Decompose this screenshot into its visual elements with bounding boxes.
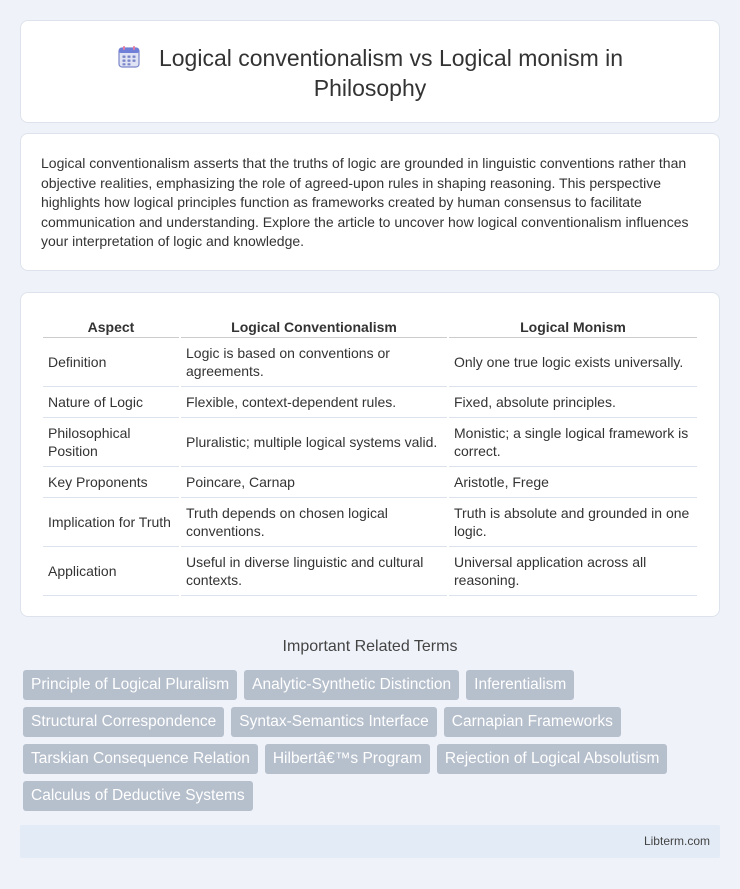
related-terms-title: Important Related Terms: [282, 638, 458, 655]
related-term-tag[interactable]: Syntax-Semantics Interface: [231, 707, 437, 737]
table-cell: Flexible, context-dependent rules.: [181, 387, 447, 418]
table-cell: Key Proponents: [43, 467, 179, 498]
table-cell: Application: [43, 547, 179, 596]
table-cell: Useful in diverse linguistic and cultural contexts.: [181, 547, 447, 596]
table-row: [43, 498, 697, 547]
table-row: [43, 338, 697, 387]
related-term-tag[interactable]: Analytic-Synthetic Distinction: [244, 670, 459, 700]
page-title: [61, 43, 679, 103]
table-cell: Philosophical Position: [43, 418, 179, 467]
table-cell: Aristotle, Frege: [449, 467, 697, 498]
header-monism: Logical Monism: [449, 316, 697, 338]
table-cell: Monistic; a single logical framework is correct.: [449, 418, 697, 467]
table-cell: Definition: [43, 338, 179, 387]
related-term-tag[interactable]: Calculus of Deductive Systems: [23, 781, 253, 811]
table-cell: Only one true logic exists universally.: [449, 338, 697, 387]
table-row: [43, 418, 697, 467]
table-cell: Nature of Logic: [43, 387, 179, 418]
table-cell: Fixed, absolute principles.: [449, 387, 697, 418]
table-cell: Poincare, Carnap: [181, 467, 447, 498]
table-cell: Pluralistic; multiple logical systems valid.: [181, 418, 447, 467]
page-title-text: Logical conventionalism vs Logical monism in Philosophy: [158, 45, 624, 101]
table-cell: Logic is based on conventions or agreements.: [181, 338, 447, 387]
table-cell: Universal application across all reasoning.: [449, 547, 697, 596]
footer: [20, 825, 720, 858]
header-aspect: Aspect: [43, 316, 179, 338]
table-row: [43, 467, 697, 498]
related-term-tag[interactable]: Rejection of Logical Absolutism: [437, 744, 668, 774]
table-cell: Truth depends on chosen logical conventions.: [181, 498, 447, 547]
calendar-icon: [117, 45, 141, 69]
table-cell: Implication for Truth: [43, 498, 179, 547]
related-term-tag[interactable]: Structural Correspondence: [23, 707, 224, 737]
table-header-row: [43, 316, 697, 338]
intro-paragraph: Logical conventionalism asserts that the truths of logic are grounded in linguistic conventions rather than objective realities, emphasizing the role of agreed-upon rules in shaping reasoning. This perspective highlights how logical principles function as frameworks created by human consensus to facilitate communication and understanding. Explore the article to uncover how logical conventionalism influences your interpretation of logic and knowledge.: [41, 155, 689, 250]
title-card: [20, 20, 720, 123]
related-term-tag[interactable]: Hilbertâ€™s Program: [265, 744, 430, 774]
comparison-table: [41, 316, 699, 596]
related-term-tag[interactable]: Inferentialism: [466, 670, 574, 700]
related-terms-list: [23, 670, 703, 811]
related-term-tag[interactable]: Principle of Logical Pluralism: [23, 670, 237, 700]
comparison-card: [20, 292, 720, 617]
footer-site-link[interactable]: Libterm.com: [643, 834, 710, 848]
table-row: [43, 547, 697, 596]
table-cell: Truth is absolute and grounded in one logic.: [449, 498, 697, 547]
intro-card: [20, 133, 720, 271]
table-row: [43, 387, 697, 418]
related-term-tag[interactable]: Carnapian Frameworks: [444, 707, 621, 737]
related-term-tag[interactable]: Tarskian Consequence Relation: [23, 744, 258, 774]
header-conventionalism: Logical Conventionalism: [181, 316, 447, 338]
